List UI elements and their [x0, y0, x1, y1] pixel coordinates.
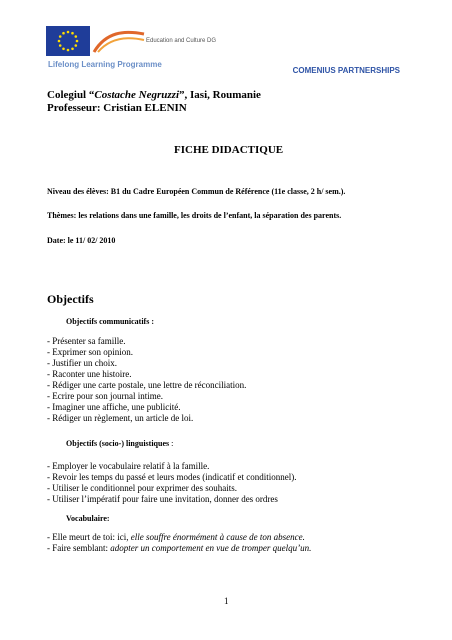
list-item: - Utiliser l’impératif pour faire une invitation, donner des ordres — [47, 494, 278, 504]
comenius-label: COMENIUS PARTNERSHIPS — [292, 66, 400, 75]
list-item: - Imaginer une affiche, une publicité. — [47, 402, 181, 412]
teacher-line: Professeur: Cristian ELENIN — [47, 102, 187, 114]
list-item: - Elle meurt de toi: ici, elle souffre énormément à cause de ton absence. — [47, 532, 305, 542]
school-name: Costache Negruzzi — [94, 89, 180, 101]
eu-logo — [46, 26, 217, 69]
list-item: - Utiliser le conditionnel pour exprimer des souhaits. — [47, 483, 237, 493]
page-number: 1 — [224, 596, 229, 606]
objectifs-heading: Objectifs — [47, 292, 94, 306]
list-item: - Employer le vocabulaire relatif à la famille. — [47, 461, 210, 471]
niveau-line: Niveau des élèves: B1 du Cadre Européen Commun de Référence (11e classe, 2 h/ sem.). — [47, 187, 346, 196]
document-title: FICHE DIDACTIQUE — [174, 144, 284, 156]
swoosh-icon — [92, 28, 146, 54]
list-item: - Revoir les temps du passé et leurs modes (indicatif et conditionnel). — [47, 472, 297, 482]
communicatifs-title: Objectifs communicatifs : — [66, 317, 154, 326]
list-item: - Rédiger un règlement, un article de loi. — [47, 413, 194, 423]
list-item: - Faire semblant: adopter un comportement en vue de tromper quelqu’un. — [47, 543, 312, 553]
school-line: Colegiul “Costache Negruzzi”, Iasi, Roumanie — [47, 89, 261, 101]
list-item: - Ecrire pour son journal intime. — [47, 391, 163, 401]
linguistiques-list — [47, 461, 296, 505]
date-line: Date: le 11/ 02/ 2010 — [47, 236, 116, 245]
list-item: - Justifier un choix. — [47, 358, 117, 368]
communicatifs-list — [47, 336, 246, 424]
vocabulaire-list — [47, 532, 311, 554]
list-item: - Présenter sa famille. — [47, 336, 126, 346]
vocabulaire-title: Vocabulaire: — [66, 514, 110, 523]
eu-flag-icon — [46, 26, 90, 56]
themes-line: Thèmes: les relations dans une famille, les droits de l’enfant, la séparation des parents. — [47, 211, 342, 220]
list-item: - Rédiger une carte postale, une lettre de réconciliation. — [47, 380, 247, 390]
lifelong-learning-label: Lifelong Learning Programme — [48, 60, 162, 69]
linguistiques-title: Objectifs (socio-) linguistiques : — [66, 439, 174, 448]
list-item: - Exprimer son opinion. — [47, 347, 133, 357]
education-culture-label: Education and Culture DG — [146, 38, 217, 44]
list-item: - Raconter une histoire. — [47, 369, 132, 379]
